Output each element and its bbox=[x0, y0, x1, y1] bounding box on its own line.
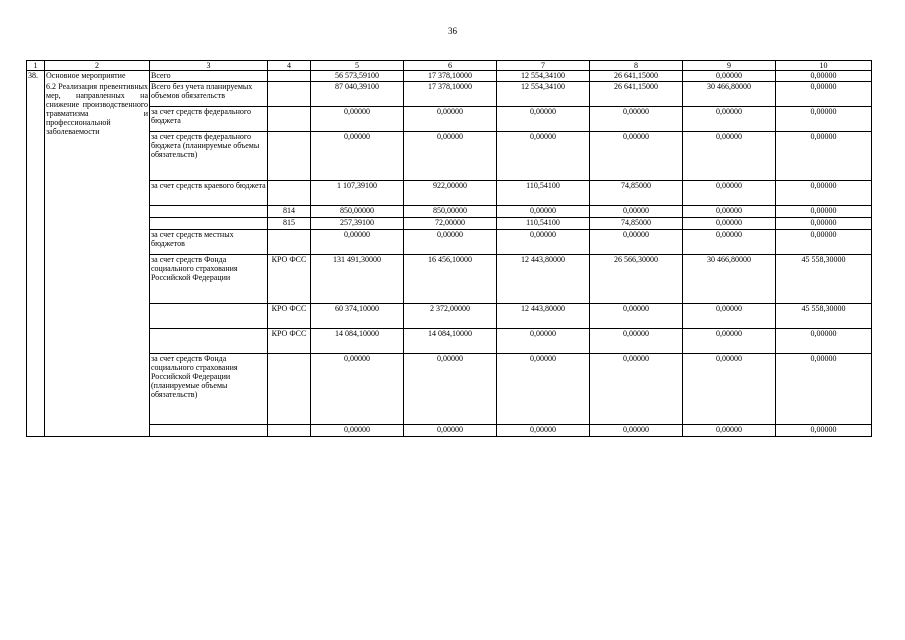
funding-source bbox=[150, 218, 268, 230]
table-row bbox=[27, 329, 872, 354]
amount-col-8: 0,00000 bbox=[590, 329, 683, 354]
amount-col-8: 26 641,15000 bbox=[590, 82, 683, 107]
amount-col-5: 850,00000 bbox=[311, 206, 404, 218]
amount-col-7: 12 554,34100 bbox=[497, 71, 590, 82]
budget-code bbox=[268, 354, 311, 425]
amount-col-6: 0,00000 bbox=[404, 132, 497, 181]
amount-col-6: 0,00000 bbox=[404, 425, 497, 437]
amount-col-7: 0,00000 bbox=[497, 354, 590, 425]
budget-code: КРО ФСС bbox=[268, 255, 311, 304]
page-number: 36 bbox=[448, 26, 457, 36]
amount-col-10: 45 558,30000 bbox=[776, 255, 872, 304]
amount-col-9: 0,00000 bbox=[683, 206, 776, 218]
table-row bbox=[27, 304, 872, 329]
amount-col-7: 0,00000 bbox=[497, 107, 590, 132]
amount-col-5: 0,00000 bbox=[311, 132, 404, 181]
funding-source: за счет средств Фонда социального страхования Российской Федерации bbox=[150, 255, 268, 304]
amount-col-6: 14 084,10000 bbox=[404, 329, 497, 354]
amount-col-8: 0,00000 bbox=[590, 425, 683, 437]
measure-title: Основное мероприятие bbox=[46, 71, 126, 80]
amount-col-5: 0,00000 bbox=[311, 354, 404, 425]
amount-col-10: 0,00000 bbox=[776, 82, 872, 107]
amount-col-9: 0,00000 bbox=[683, 354, 776, 425]
amount-col-5: 1 107,39100 bbox=[311, 181, 404, 206]
amount-col-8: 0,00000 bbox=[590, 206, 683, 218]
amount-col-9: 0,00000 bbox=[683, 71, 776, 82]
amount-col-5: 131 491,30000 bbox=[311, 255, 404, 304]
amount-col-7: 0,00000 bbox=[497, 329, 590, 354]
budget-code: 814 bbox=[268, 206, 311, 218]
funding-source: за счет средств Фонда социального страхования Российской Федерации (планируемые объемы обязательств) bbox=[150, 354, 268, 425]
amount-col-6: 2 372,00000 bbox=[404, 304, 497, 329]
amount-col-7: 110,54100 bbox=[497, 218, 590, 230]
amount-col-10: 0,00000 bbox=[776, 354, 872, 425]
amount-col-10: 0,00000 bbox=[776, 71, 872, 82]
amount-col-8: 0,00000 bbox=[590, 304, 683, 329]
column-header-3: 3 bbox=[150, 61, 268, 71]
amount-col-6: 16 456,10000 bbox=[404, 255, 497, 304]
amount-col-8: 74,85000 bbox=[590, 218, 683, 230]
table-row bbox=[27, 71, 872, 82]
amount-col-6: 850,00000 bbox=[404, 206, 497, 218]
amount-col-9: 0,00000 bbox=[683, 304, 776, 329]
amount-col-8: 0,00000 bbox=[590, 230, 683, 255]
funding-source: за счет средств федерального бюджета bbox=[150, 107, 268, 132]
amount-col-8: 26 566,30000 bbox=[590, 255, 683, 304]
amount-col-9: 0,00000 bbox=[683, 132, 776, 181]
amount-col-7: 12 443,80000 bbox=[497, 255, 590, 304]
table-row bbox=[27, 425, 872, 437]
amount-col-5: 87 040,39100 bbox=[311, 82, 404, 107]
amount-col-8: 0,00000 bbox=[590, 132, 683, 181]
table-row bbox=[27, 230, 872, 255]
funding-source: Всего bbox=[150, 71, 268, 82]
table-row bbox=[27, 206, 872, 218]
funding-source bbox=[150, 425, 268, 437]
budget-code bbox=[268, 425, 311, 437]
column-header-8: 8 bbox=[590, 61, 683, 71]
column-header-9: 9 bbox=[683, 61, 776, 71]
amount-col-10: 0,00000 bbox=[776, 230, 872, 255]
amount-col-9: 0,00000 bbox=[683, 107, 776, 132]
amount-col-9: 0,00000 bbox=[683, 425, 776, 437]
column-header-4: 4 bbox=[268, 61, 311, 71]
budget-code bbox=[268, 82, 311, 107]
column-header-10: 10 bbox=[776, 61, 872, 71]
amount-col-9: 0,00000 bbox=[683, 329, 776, 354]
amount-col-9: 30 466,80000 bbox=[683, 255, 776, 304]
funding-source: за счет средств местных бюджетов bbox=[150, 230, 268, 255]
amount-col-6: 17 378,10000 bbox=[404, 82, 497, 107]
amount-col-9: 0,00000 bbox=[683, 230, 776, 255]
amount-col-10: 0,00000 bbox=[776, 132, 872, 181]
amount-col-7: 12 443,80000 bbox=[497, 304, 590, 329]
amount-col-5: 60 374,10000 bbox=[311, 304, 404, 329]
header-row bbox=[27, 61, 872, 71]
column-header-5: 5 bbox=[311, 61, 404, 71]
amount-col-5: 14 084,10000 bbox=[311, 329, 404, 354]
table-row bbox=[27, 181, 872, 206]
funding-source: Всего без учета планируемых объемов обязательств bbox=[150, 82, 268, 107]
table-row bbox=[27, 82, 872, 107]
column-header-1: 1 bbox=[27, 61, 45, 71]
budget-code bbox=[268, 71, 311, 82]
budget-table bbox=[26, 60, 872, 437]
amount-col-7: 0,00000 bbox=[497, 132, 590, 181]
table-row bbox=[27, 218, 872, 230]
amount-col-10: 0,00000 bbox=[776, 329, 872, 354]
amount-col-9: 30 466,80000 bbox=[683, 82, 776, 107]
budget-code bbox=[268, 230, 311, 255]
table-row bbox=[27, 107, 872, 132]
column-header-6: 6 bbox=[404, 61, 497, 71]
amount-col-6: 922,00000 bbox=[404, 181, 497, 206]
table-row bbox=[27, 132, 872, 181]
amount-col-7: 0,00000 bbox=[497, 206, 590, 218]
amount-col-10: 0,00000 bbox=[776, 218, 872, 230]
amount-col-10: 0,00000 bbox=[776, 206, 872, 218]
amount-col-7: 0,00000 bbox=[497, 425, 590, 437]
amount-col-7: 0,00000 bbox=[497, 230, 590, 255]
amount-col-9: 0,00000 bbox=[683, 181, 776, 206]
budget-code bbox=[268, 107, 311, 132]
amount-col-8: 26 641,15000 bbox=[590, 71, 683, 82]
budget-code bbox=[268, 132, 311, 181]
funding-source: за счет средств краевого бюджета bbox=[150, 181, 268, 206]
amount-col-10: 0,00000 bbox=[776, 425, 872, 437]
amount-col-6: 17 378,10000 bbox=[404, 71, 497, 82]
amount-col-6: 0,00000 bbox=[404, 107, 497, 132]
funding-source: за счет средств федерального бюджета (планируемые объемы обязательств) bbox=[150, 132, 268, 181]
budget-code: КРО ФСС bbox=[268, 304, 311, 329]
measure-description: 6.2 Реализация превентивных мер, направленных на снижение производственного травматизма и профессиональной заболеваемости bbox=[46, 82, 148, 136]
budget-code bbox=[268, 181, 311, 206]
funding-source bbox=[150, 329, 268, 354]
item-number: 38. bbox=[27, 71, 45, 437]
column-header-7: 7 bbox=[497, 61, 590, 71]
amount-col-9: 0,00000 bbox=[683, 218, 776, 230]
column-header-2: 2 bbox=[45, 61, 150, 71]
amount-col-7: 110,54100 bbox=[497, 181, 590, 206]
amount-col-5: 257,39100 bbox=[311, 218, 404, 230]
amount-col-10: 0,00000 bbox=[776, 107, 872, 132]
amount-col-8: 0,00000 bbox=[590, 354, 683, 425]
amount-col-6: 72,00000 bbox=[404, 218, 497, 230]
amount-col-6: 0,00000 bbox=[404, 230, 497, 255]
amount-col-10: 45 558,30000 bbox=[776, 304, 872, 329]
funding-source bbox=[150, 304, 268, 329]
budget-code: КРО ФСС bbox=[268, 329, 311, 354]
amount-col-7: 12 554,34100 bbox=[497, 82, 590, 107]
amount-col-8: 74,85000 bbox=[590, 181, 683, 206]
amount-col-5: 56 573,59100 bbox=[311, 71, 404, 82]
amount-col-5: 0,00000 bbox=[311, 107, 404, 132]
amount-col-8: 0,00000 bbox=[590, 107, 683, 132]
budget-code: 815 bbox=[268, 218, 311, 230]
amount-col-5: 0,00000 bbox=[311, 425, 404, 437]
table-row bbox=[27, 255, 872, 304]
table-row bbox=[27, 354, 872, 425]
amount-col-5: 0,00000 bbox=[311, 230, 404, 255]
funding-source bbox=[150, 206, 268, 218]
amount-col-6: 0,00000 bbox=[404, 354, 497, 425]
measure-cell bbox=[45, 71, 150, 437]
amount-col-10: 0,00000 bbox=[776, 181, 872, 206]
